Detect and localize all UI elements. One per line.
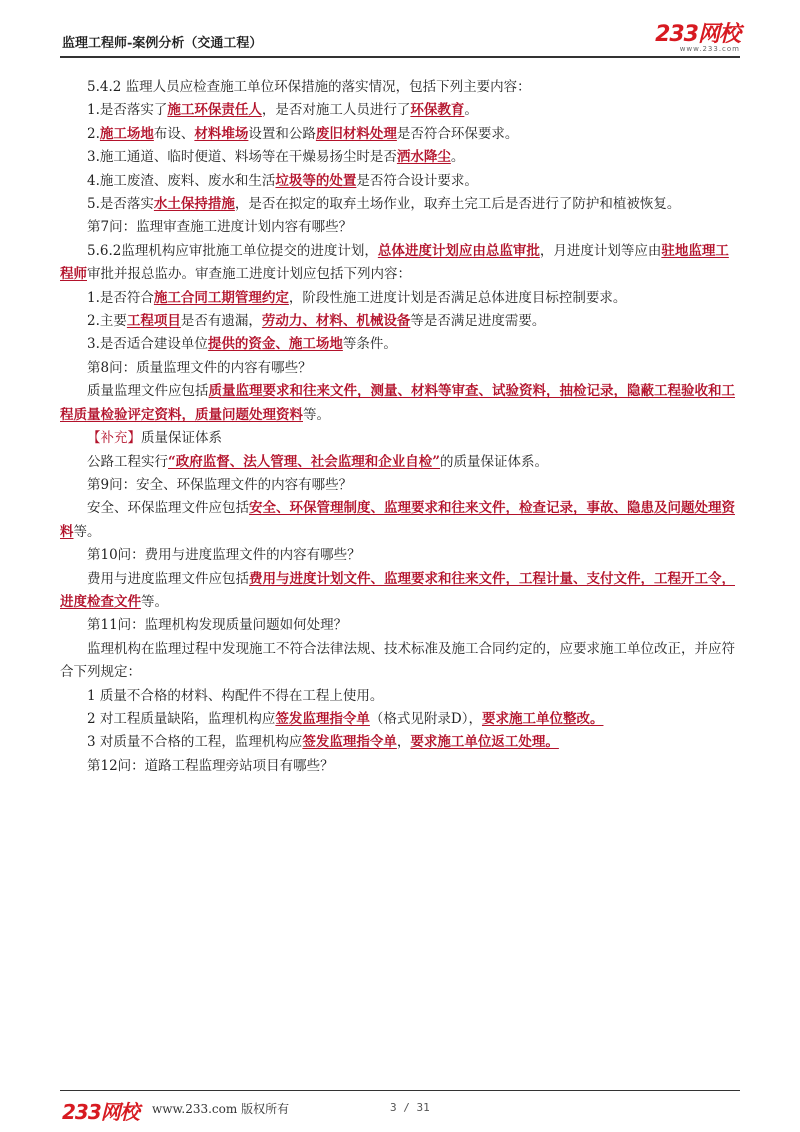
paragraph bbox=[60, 731, 740, 754]
text-run: 1.是否符合 bbox=[87, 289, 154, 306]
highlighted-text: 施工合同工期管理约定 bbox=[153, 289, 289, 306]
text-run: 5.4.2 监理人员应检查施工单位环保措施的落实情况，包括下列主要内容： bbox=[87, 79, 531, 95]
brand-logo[interactable] bbox=[655, 24, 740, 53]
highlighted-text: 提供的资金、施工场地 bbox=[207, 336, 343, 353]
highlighted-text: 费用与进度计划文件、监理要求和往来文件，工程计量、支付文件，工程开工令，进度检查文件 bbox=[60, 570, 735, 610]
highlighted-text: 签发监理指令单 bbox=[275, 710, 370, 727]
paragraph bbox=[60, 99, 740, 122]
text-run: ，月进度计划等应由 bbox=[539, 242, 662, 259]
paragraph bbox=[60, 497, 740, 544]
header-divider bbox=[60, 56, 740, 58]
document-body bbox=[60, 76, 740, 778]
text-run: 等。 bbox=[73, 523, 101, 540]
text-run: 第7问：监理审查施工进度计划内容有哪些？ bbox=[87, 219, 353, 236]
text-run: 是否符合环保要求。 bbox=[396, 125, 519, 142]
text-run: ，是否对施工人员进行了 bbox=[261, 102, 411, 119]
text-run: ， bbox=[396, 734, 411, 751]
highlighted-text: 材料堆场 bbox=[194, 125, 249, 142]
highlighted-text: 驻地监理工程师 bbox=[60, 242, 729, 283]
paragraph bbox=[60, 544, 740, 567]
footer-divider bbox=[60, 1090, 740, 1091]
highlighted-text: 施工环保责任人 bbox=[167, 102, 262, 119]
text-run: 1.是否落实了 bbox=[87, 102, 168, 119]
supplement-tag: 【补充】 bbox=[87, 430, 141, 447]
text-run: 第11问：监理机构发现质量问题如何处理？ bbox=[87, 617, 348, 634]
paragraph bbox=[60, 638, 740, 685]
text-run: 3 对质量不合格的工程，监理机构应 bbox=[87, 734, 303, 751]
paragraph bbox=[60, 708, 740, 731]
text-run: ，阶段性施工进度计划是否满足总体进度目标控制要求。 bbox=[288, 289, 627, 306]
text-run: 3.施工通道、临时便道、料场等在干燥易扬尘时是否 bbox=[87, 149, 397, 166]
paragraph bbox=[60, 287, 740, 310]
paragraph bbox=[60, 240, 740, 287]
paragraph bbox=[60, 474, 740, 497]
text-run: 第9问：安全、环保监理文件的内容有哪些？ bbox=[87, 476, 353, 493]
text-run: 布设、 bbox=[153, 125, 195, 142]
text-run: 是否符合设计要求。 bbox=[356, 172, 478, 189]
text-run: 1 质量不合格的材料、构配件不得在工程上使用。 bbox=[87, 687, 384, 704]
text-run: 等条件。 bbox=[342, 336, 397, 353]
text-run: 2. bbox=[87, 125, 100, 142]
paragraph bbox=[60, 310, 740, 333]
text-run: 。 bbox=[464, 102, 478, 119]
page-header bbox=[60, 24, 740, 58]
paragraph bbox=[60, 380, 740, 427]
paragraph bbox=[60, 357, 740, 380]
text-run: 是否有遗漏， bbox=[180, 313, 262, 330]
highlighted-text: 废旧材料处理 bbox=[315, 125, 397, 142]
highlighted-text: 工程项目 bbox=[126, 313, 181, 330]
highlighted-text: 洒水降尘 bbox=[396, 149, 451, 166]
paragraph bbox=[60, 685, 740, 708]
highlighted-text: 劳动力、材料、机械设备 bbox=[261, 313, 411, 330]
highlighted-text: “政府监督、法人管理、社会监理和企业自检” bbox=[168, 453, 441, 470]
paragraph bbox=[60, 123, 740, 146]
page-number: 3 / 31 bbox=[390, 1101, 430, 1114]
text-run: 3.是否适合建设单位 bbox=[87, 336, 208, 353]
text-run: 2.主要 bbox=[87, 313, 127, 330]
brand-logo-text: 233网校 bbox=[655, 22, 740, 47]
text-run: （格式见附录D）， bbox=[369, 710, 482, 727]
highlighted-text: 安全、环保管理制度、监理要求和往来文件，检查记录，事故、隐患及问题处理资料 bbox=[60, 500, 735, 540]
paragraph bbox=[60, 427, 740, 450]
highlighted-text: 要求施工单位整改。 bbox=[481, 710, 604, 727]
text-run: 第8问：质量监理文件的内容有哪些？ bbox=[87, 359, 312, 376]
text-run: 等是否满足进度需要。 bbox=[410, 313, 546, 330]
paragraph bbox=[60, 755, 740, 778]
highlighted-text: 垃圾等的处置 bbox=[275, 172, 357, 189]
paragraph bbox=[60, 333, 740, 356]
paragraph bbox=[60, 170, 740, 193]
highlighted-text: 总体进度计划应由总监审批 bbox=[377, 242, 540, 259]
text-run: 质量保证体系 bbox=[141, 430, 222, 447]
highlighted-text: 水土保持措施 bbox=[153, 196, 235, 213]
page-header-title: 监理工程师-案例分析（交通工程） bbox=[62, 36, 263, 51]
text-run: 安全、环保监理文件应包括 bbox=[87, 500, 249, 517]
text-run: 质量监理文件应包括 bbox=[87, 383, 209, 400]
text-run: 第10问：费用与进度监理文件的内容有哪些？ bbox=[87, 547, 361, 564]
brand-logo-url: www.233.com bbox=[679, 45, 740, 53]
highlighted-text: 环保教育 bbox=[410, 102, 465, 119]
paragraph bbox=[60, 614, 740, 637]
paragraph bbox=[60, 568, 740, 615]
text-run: 4.施工废渣、废料、废水和生活 bbox=[87, 172, 276, 189]
text-run: 5.是否落实 bbox=[87, 196, 154, 213]
text-run: 公路工程实行 bbox=[87, 453, 168, 470]
footer-logo[interactable]: 233网校 bbox=[62, 1100, 139, 1124]
text-run: 等。 bbox=[303, 406, 330, 423]
text-run: 监理机构在监理过程中发现施工不符合法律法规、技术标准及施工合同约定的，应要求施工单位改正，并应符合下列规定： bbox=[60, 640, 735, 681]
footer-copyright: www.233.com 版权所有 bbox=[152, 1102, 290, 1116]
text-run: 2 对工程质量缺陷，监理机构应 bbox=[87, 710, 276, 727]
paragraph bbox=[60, 76, 740, 99]
paragraph bbox=[60, 216, 740, 239]
text-run: 第12问：道路工程监理旁站项目有哪些？ bbox=[87, 757, 334, 774]
page-footer bbox=[60, 1096, 740, 1122]
text-run: 等。 bbox=[141, 593, 168, 610]
text-run: 。 bbox=[450, 149, 465, 166]
highlighted-text: 施工场地 bbox=[99, 125, 154, 142]
text-run: 审批并报总监办。审查施工进度计划应包括下列内容： bbox=[87, 266, 411, 283]
paragraph bbox=[60, 146, 740, 169]
text-run: 5.6.2监理机构应审批施工单位提交的进度计划， bbox=[87, 242, 378, 259]
paragraph bbox=[60, 193, 740, 216]
paragraph bbox=[60, 451, 740, 474]
text-run: 的质量保证体系。 bbox=[440, 453, 549, 470]
highlighted-text: 签发监理指令单 bbox=[302, 734, 397, 751]
highlighted-text: 要求施工单位返工处理。 bbox=[410, 734, 559, 751]
highlighted-text: 质量监理要求和往来文件，测量、材料等审查、试验资料，抽检记录，隐蔽工程验收和工程质量检验评定资料，质量问题处理资料 bbox=[60, 383, 735, 423]
text-run: 设置和公路 bbox=[248, 125, 316, 142]
text-run: ，是否在拟定的取弃土场作业，取弃土完工后是否进行了防护和植被恢复。 bbox=[234, 196, 681, 213]
text-run: 费用与进度监理文件应包括 bbox=[87, 570, 249, 587]
